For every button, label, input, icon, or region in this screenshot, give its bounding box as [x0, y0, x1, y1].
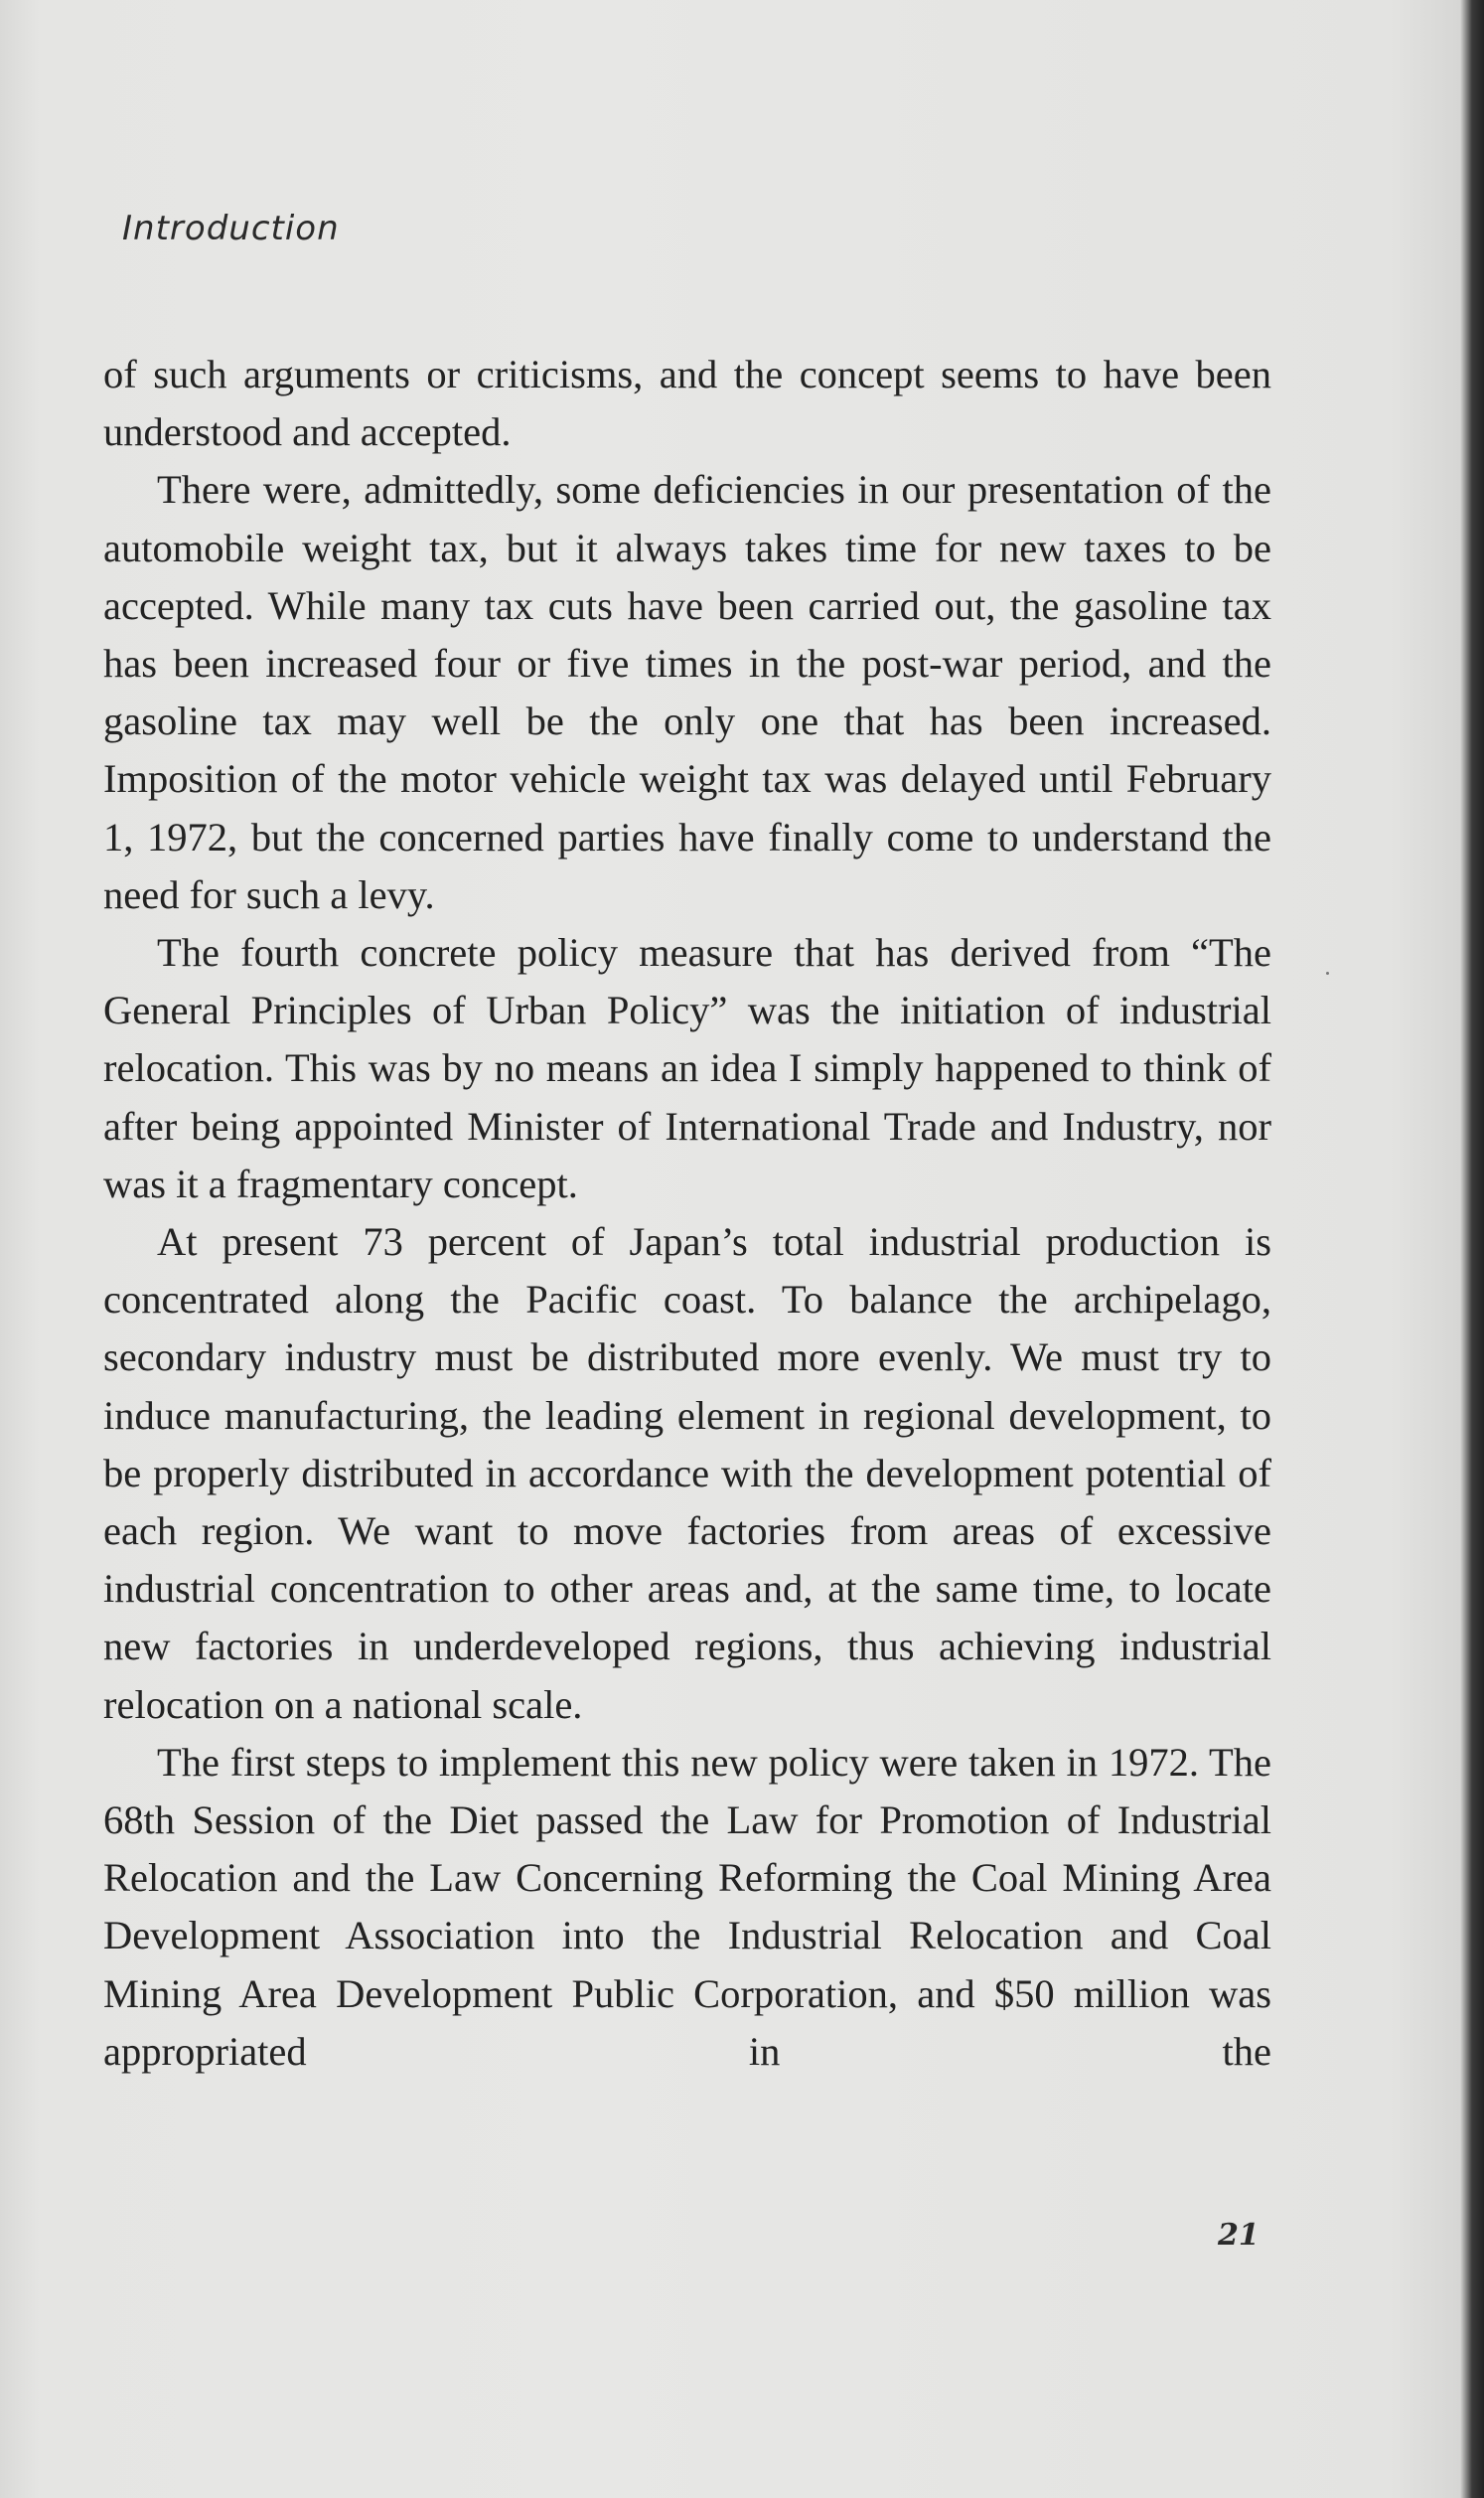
running-head: Introduction — [122, 209, 340, 248]
paragraph-first-steps: The first steps to implement this new policy were taken in 1972. The 68th Session of the Diet passed the Law for Promotion of Industrial Relocation and the Law Concerning Reforming the Coal Mining Area Development Association into the Industrial Relocation and Coal Mining Area Development Public Corporation, and $50 million was appropriated in the — [103, 1739, 1271, 2074]
body-text — [103, 346, 1271, 2081]
paragraph-industrial-relocation: The fourth concrete policy measure that has derived from “The General Principles of Urban Policy” was the initiation of industrial relocation. This was by no means an idea I simply happened to think of after being appointed Minister of International Trade and Industry, nor was it a fragmentary concept. — [103, 930, 1271, 1206]
paragraph-continuation: of such arguments or criticisms, and the concept seems to have been understood and accepted. — [103, 352, 1271, 455]
paragraph-weight-tax: There were, admittedly, some deficiencies in our presentation of the automobile weight tax, but it always takes time for new taxes to be accepted. While many tax cuts have been carried out, the gasoline tax has been increased four or five times in the post-war period, and the gasoline tax may well be the only one that has been increased. Imposition of the motor vehicle weight tax was delayed until February 1, 1972, but the concerned parties have finally come to understand the need for such a levy. — [103, 467, 1271, 917]
page-number: 21 — [1218, 2218, 1260, 2253]
paragraph-pacific-coast: At present 73 percent of Japan’s total industrial production is concentrated along the Pacific coast. To balance the archipelago, secondary industry must be distributed more evenly. We must try to induce manufacturing, the leading element in regional development, to be properly distributed in accordance with the development potential of each region. We want to move factories from areas of excessive industrial concentration to other areas and, at the same time, to locate new factories in underdeveloped regions, thus achieving industrial relocation on a national scale. — [103, 1219, 1271, 1727]
paper-speck — [1326, 972, 1329, 975]
